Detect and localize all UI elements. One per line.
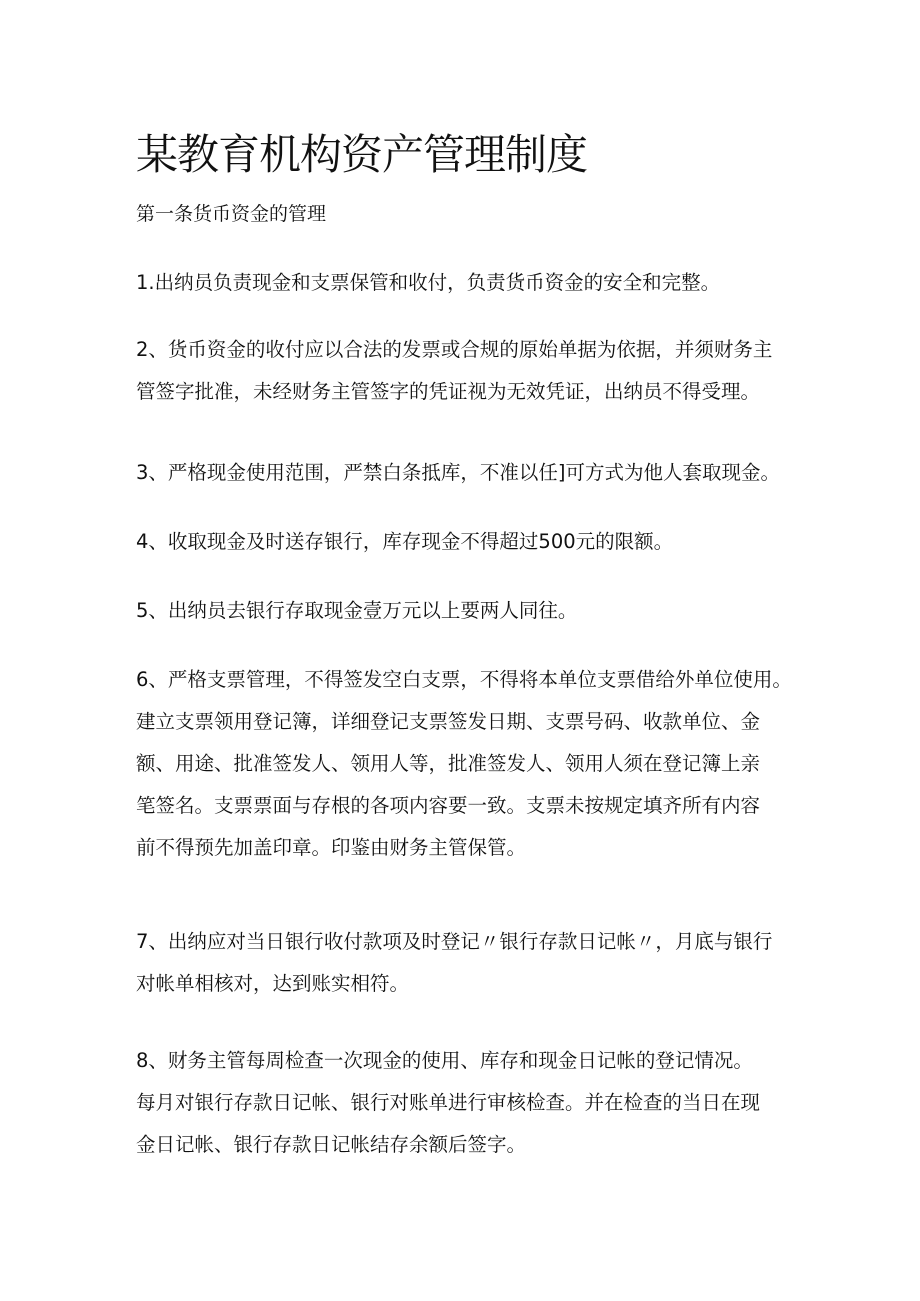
paragraph-line: 建立支票领用登记簿，详细登记支票签发日期、支票号码、收款单位、金 — [136, 710, 761, 733]
paragraph-line: 管签字批准，未经财务主管签字的凭证视为无效凭证，出纳员不得受理。 — [136, 380, 761, 403]
paragraph-line: 8、财务主管每周检查一次现金的使用、库存和现金日记帐的登记情况。 — [136, 1049, 753, 1072]
paragraph-line: 额、用途、批准签发人、领用人等，批准签发人、领用人须在登记簿上亲 — [136, 752, 761, 775]
section-heading: 第一条货币资金的管理 — [136, 203, 327, 225]
paragraph-item-2 — [136, 329, 796, 413]
paragraph-item-3 — [136, 452, 796, 494]
paragraph-line: 前不得预先加盖印章。印鉴由财务主管保管。 — [136, 836, 527, 859]
paragraph-line: 笔签名。支票票面与存根的各项内容要一致。支票未按规定填齐所有内容 — [136, 794, 761, 817]
paragraph-item-8 — [136, 1040, 796, 1166]
paragraph-item-5 — [136, 590, 796, 632]
paragraph-line: 1.出纳员负责现金和支票保管和收付，负责货币资金的安全和完整。 — [136, 271, 721, 294]
paragraph-line: 6、严格支票管理，不得签发空白支票，不得将本单位支票借给外单位使用。 — [136, 668, 792, 691]
paragraph-line: 金日记帐、银行存款日记帐结存余额后签字。 — [136, 1133, 527, 1156]
paragraph-line: 2、货币资金的收付应以合法的发票或合规的原始单据为依据，并须财务主 — [136, 338, 773, 361]
paragraph-item-4 — [136, 521, 796, 563]
paragraph-item-1 — [136, 262, 796, 304]
paragraph-line: 每月对银行存款日记帐、银行对账单进行审核检查。并在检查的当日在现 — [136, 1091, 761, 1114]
paragraph-line: 4、收取现金及时送存银行，库存现金不得超过500元的限额。 — [136, 530, 674, 553]
document-title: 某教育机构资产管理制度 — [136, 130, 588, 179]
paragraph-line: 对帐单相核对，达到账实相符。 — [136, 972, 410, 995]
paragraph-line: 5、出纳员去银行存取现金壹万元以上要两人同往。 — [136, 599, 578, 622]
paragraph-line: 3、严格现金使用范围，严禁白条抵库，不准以任]可方式为他人套取现金。 — [136, 461, 781, 484]
paragraph-item-6 — [136, 659, 796, 869]
paragraph-item-7 — [136, 921, 796, 1005]
paragraph-line: 7、出纳应对当日银行收付款项及时登记〃银行存款日记帐〃，月底与银行 — [136, 930, 773, 953]
